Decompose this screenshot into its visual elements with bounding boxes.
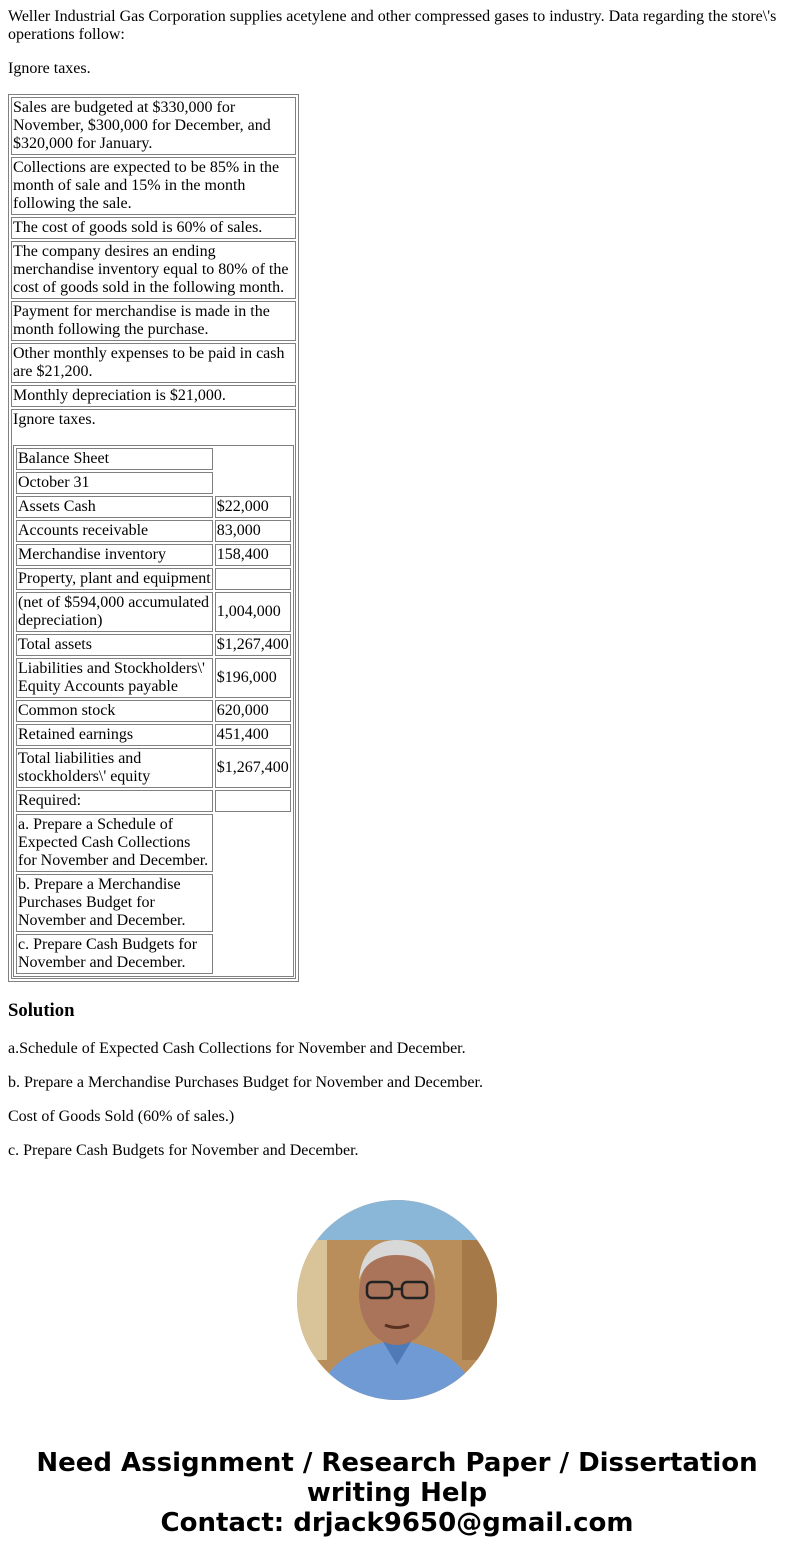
fact-cell: Collections are expected to be 85% in the month of sale and 15% in the month following the sale. bbox=[11, 157, 296, 215]
row-label: Liabilities and Stockholders\' Equity Accounts payable bbox=[16, 658, 213, 698]
row-label: Required: bbox=[16, 790, 213, 812]
row-label: Retained earnings bbox=[16, 724, 213, 746]
author-avatar bbox=[297, 1200, 497, 1400]
table-row bbox=[16, 592, 291, 632]
fact-cell: The cost of goods sold is 60% of sales. bbox=[11, 217, 296, 239]
row-value: $1,267,400 bbox=[215, 748, 291, 788]
ignore-taxes-text: Ignore taxes. bbox=[8, 60, 91, 77]
row-value: $1,267,400 bbox=[215, 634, 291, 656]
solution-line: a.Schedule of Expected Cash Collections for November and December. bbox=[8, 1040, 466, 1057]
table-row bbox=[16, 790, 291, 812]
row-value: 158,400 bbox=[215, 544, 291, 566]
row-label: Assets Cash bbox=[16, 496, 213, 518]
row-label: Property, plant and equipment bbox=[16, 568, 213, 590]
balance-sheet-title: Balance Sheet bbox=[16, 448, 213, 470]
required-item: c. Prepare Cash Budgets for November and December. bbox=[16, 934, 213, 974]
table-row bbox=[16, 520, 291, 542]
balance-sheet-table bbox=[13, 445, 294, 977]
fact-cell-with-balance-sheet bbox=[11, 409, 296, 979]
row-value: 451,400 bbox=[215, 724, 291, 746]
row-value: 83,000 bbox=[215, 520, 291, 542]
row-label: Merchandise inventory bbox=[16, 544, 213, 566]
row-value: 1,004,000 bbox=[215, 592, 291, 632]
fact-cell: Other monthly expenses to be paid in cash are $21,200. bbox=[11, 343, 296, 383]
table-row bbox=[16, 700, 291, 722]
fact-cell: The company desires an ending merchandise inventory equal to 80% of the cost of goods sold in the following month. bbox=[11, 241, 296, 299]
table-row bbox=[16, 724, 291, 746]
row-label: (net of $594,000 accumulated depreciation) bbox=[16, 592, 213, 632]
table-row bbox=[16, 634, 291, 656]
row-label: Common stock bbox=[16, 700, 213, 722]
person-portrait-icon bbox=[297, 1200, 497, 1400]
promo-line: Need Assignment / Research Paper / Dissertation writing Help bbox=[36, 1448, 758, 1508]
row-label: Accounts receivable bbox=[16, 520, 213, 542]
fact-cell: Monthly depreciation is $21,000. bbox=[11, 385, 296, 407]
solution-line: c. Prepare Cash Budgets for November and December. bbox=[8, 1142, 359, 1159]
row-value bbox=[215, 790, 291, 812]
row-value: $22,000 bbox=[215, 496, 291, 518]
row-value: 620,000 bbox=[215, 700, 291, 722]
solution-heading: Solution bbox=[8, 1000, 75, 1021]
required-item: b. Prepare a Merchandise Purchases Budget for November and December. bbox=[16, 874, 213, 932]
row-value bbox=[215, 568, 291, 590]
intro-text: Weller Industrial Gas Corporation supplies acetylene and other compressed gases to industry. Data regarding the store\'s operations follow: bbox=[8, 8, 777, 43]
table-row bbox=[16, 568, 291, 590]
promo-contact: Contact: drjack9650@gmail.com bbox=[160, 1508, 634, 1538]
problem-data-table bbox=[8, 94, 299, 982]
required-item: a. Prepare a Schedule of Expected Cash Collections for November and December. bbox=[16, 814, 213, 872]
table-row bbox=[16, 544, 291, 566]
fact-cell: Payment for merchandise is made in the month following the purchase. bbox=[11, 301, 296, 341]
row-label: Total assets bbox=[16, 634, 213, 656]
row-value: $196,000 bbox=[215, 658, 291, 698]
table-row bbox=[16, 496, 291, 518]
table-row bbox=[16, 748, 291, 788]
table-row bbox=[16, 658, 291, 698]
solution-line: b. Prepare a Merchandise Purchases Budget for November and December. bbox=[8, 1074, 483, 1091]
row-label: Total liabilities and stockholders\' equity bbox=[16, 748, 213, 788]
fact-cell: Sales are budgeted at $330,000 for November, $300,000 for December, and $320,000 for January. bbox=[11, 97, 296, 155]
solution-line: Cost of Goods Sold (60% of sales.) bbox=[8, 1108, 235, 1125]
fact-text: Ignore taxes. bbox=[13, 411, 96, 428]
promo-banner bbox=[8, 1448, 786, 1538]
balance-sheet-date: October 31 bbox=[16, 472, 213, 494]
